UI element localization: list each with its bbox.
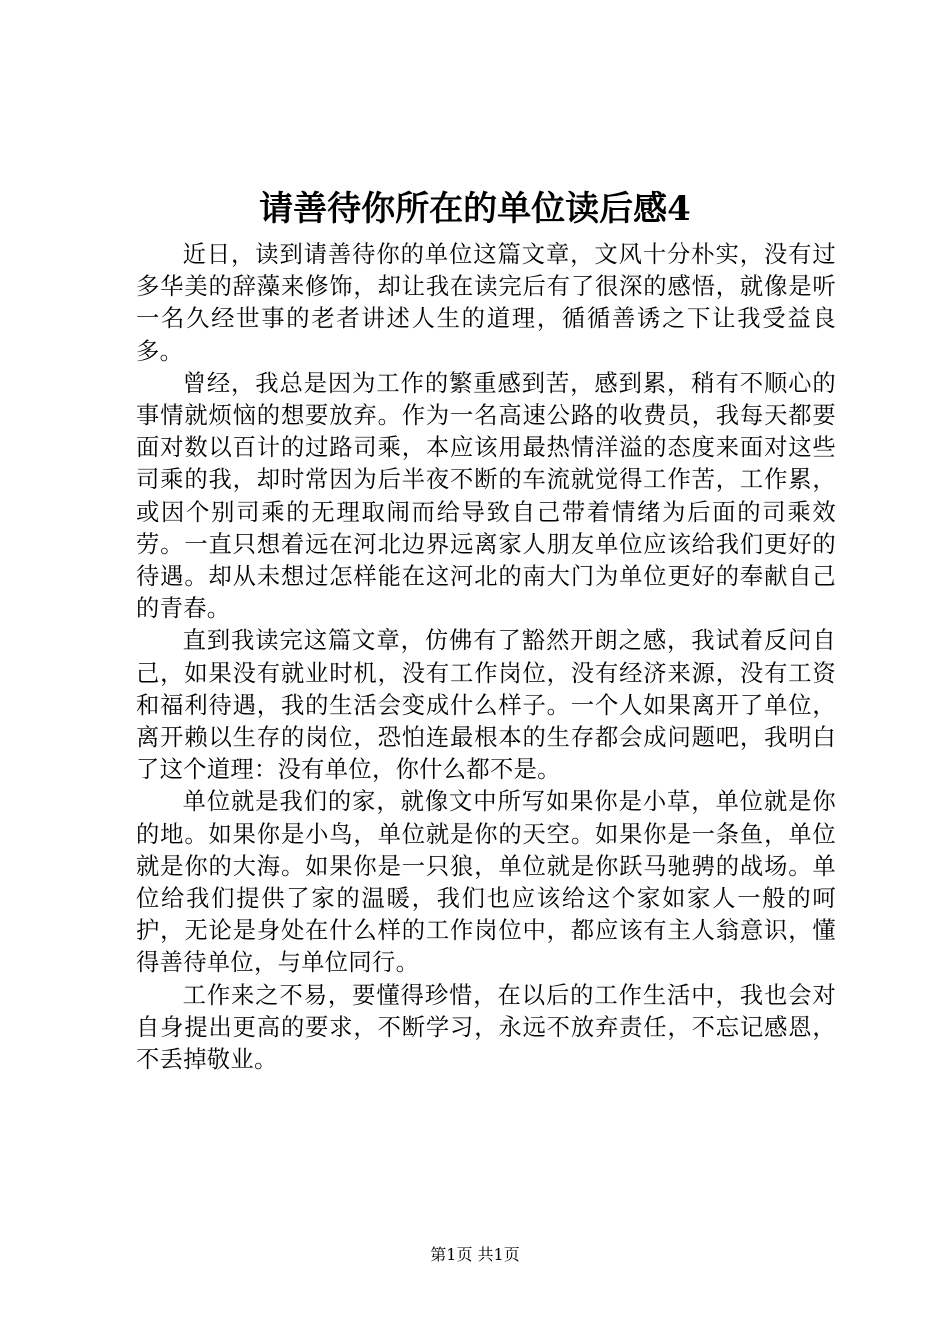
paragraph-2: 曾经，我总是因为工作的繁重感到苦，感到累，稍有不顺心的事情就烦恼的想要放弃。作为一名高速公路的收费员，我每天都要面对数以百计的过路司乘，本应该用最热情洋溢的态度来面对这些司乘的我，却时常因为后半夜不断的车流就觉得工作苦，工作累，或因个别司乘的无理取闹而给导致自己带着情绪为后面的司乘效劳。一直只想着远在河北边界远离家人朋友单位应该给我们更好的待遇。却从未想过怎样能在这河北的南大门为单位更好的奉献自己的青春。 bbox=[136, 369, 836, 623]
page-title: 请善待你所在的单位读后感4 bbox=[259, 189, 691, 229]
paragraph-4: 单位就是我们的家，就像文中所写如果你是小草，单位就是你的地。如果你是小鸟，单位就是你的天空。如果你是一条鱼，单位就是你的大海。如果你是一只狼，单位就是你跃马驰骋的战场。单位给我们提供了家的温暖，我们也应该给这个家如家人一般的呵护，无论是身处在什么样的工作岗位中，都应该有主人翁意识，懂得善待单位，与单位同行。 bbox=[136, 788, 836, 977]
page-footer: 第1页 共1页 bbox=[430, 1245, 520, 1264]
document-body bbox=[136, 239, 836, 1076]
paragraph-5: 工作来之不易，要懂得珍惜，在以后的工作生活中，我也会对自身提出更高的要求，不断学习，永远不放弃责任，不忘记感恩，不丢掉敬业。 bbox=[136, 981, 836, 1074]
paragraph-3: 直到我读完这篇文章，仿佛有了豁然开朗之感，我试着反问自己，如果没有就业时机，没有工作岗位，没有经济来源，没有工资和福利待遇，我的生活会变成什么样子。一个人如果离开了单位，离开赖以生存的岗位，恐怕连最根本的生存都会成问题吧，我明白了这个道理：没有单位，你什么都不是。 bbox=[136, 627, 836, 784]
paragraph-1: 近日，读到请善待你的单位这篇文章，文风十分朴实，没有过多华美的辞藻来修饰，却让我在读完后有了很深的感悟，就像是听一名久经世事的老者讲述人生的道理，循循善诱之下让我受益良多。 bbox=[136, 241, 836, 365]
